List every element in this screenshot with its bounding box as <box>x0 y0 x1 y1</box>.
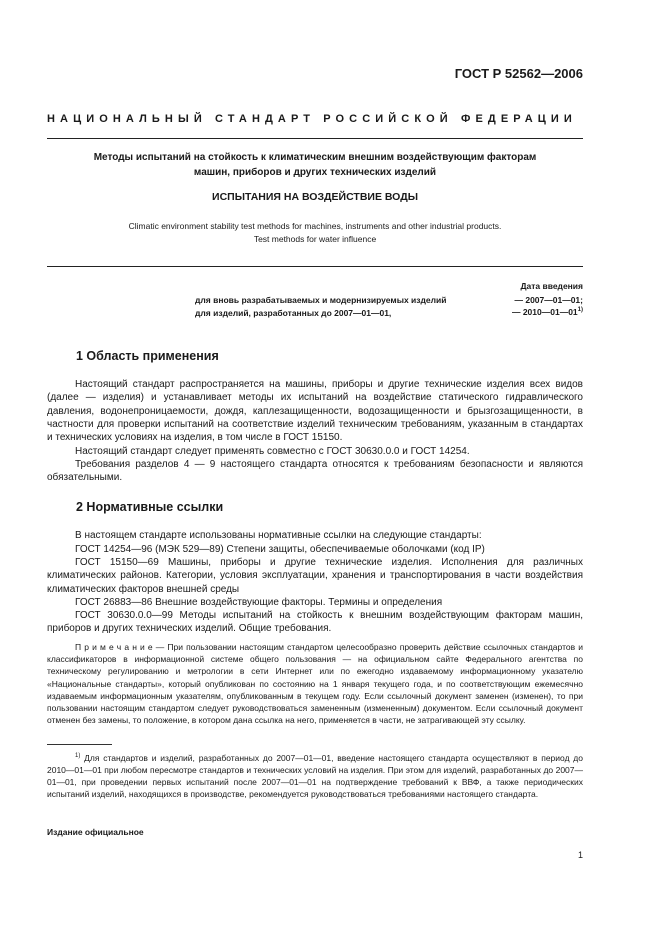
footnote-number: 1) <box>75 753 81 759</box>
standard-number: ГОСТ Р 52562—2006 <box>454 66 583 81</box>
section-1-paragraph-1: Настоящий стандарт распространяется на машины, приборы и другие технические изделия всех видов (далее — изделия) и устанавливает методы их испытаний на воздействие статического гидравлического давления, водонепроницаемости, дождя, каплезащищенности, водозащищенности и брызгозащищенности, в частности для проверки испытаний на соответствие изделий техническим требованиям, указанным в стандартах и технических условиях на изделия, в том числе в ГОСТ 15150. <box>47 379 583 444</box>
title-line-2: машин, приборов и других технических изделий <box>193 167 437 178</box>
introduction-date-heading: Дата введения <box>520 281 583 291</box>
footnote-text: Для стандартов и изделий, разработанных до 2007—01—01, введение настоящего стандарта осуществляют в период до 2010—01—01 при любом пересмотре стандартов и технических условий на изделия. При этом для изделий, разработанных до 2007—01—01, при проведении первых испытаний после 2007—01—01 на подтверждение требований к ВВФ, а также периодических испытаний изделий, находящихся в производстве, рекомендуется руководствоваться требованиями настоящего стандарта. <box>47 752 583 800</box>
page-number: 1 <box>577 850 583 860</box>
section-2-heading: 2 Нормативные ссылки <box>76 500 224 514</box>
intro-row-2-value <box>512 307 583 317</box>
intro-row-2-date: — 2010—01—01 <box>511 307 578 317</box>
section-2-reference-3: ГОСТ 26883—86 Внешние воздействующие факторы. Термины и определения <box>75 597 443 608</box>
note-text: — При пользовании настоящим стандартом целесообразно проверить действие ссылочных стандартов и классификаторов в информационной системе общего пользования — на официальном сайте Федерального агентства по техническому регулированию и метрологии в сети Интернет или по ежегодно издаваемому информационному указателю «Национальные стандарты», который опубликован по состоянию на 1 января текущего года, и по соответствующим ежемесячно издаваемым информационным указателям, опубликованным в текущем году. Если ссылочный документ заменен (изменен), то при пользовании настоящим стандартом следует руководствоваться замененным (измененным) документом. Если ссылочный документ отменен без замены, то положение, в котором дана ссылка на него, применяется в части, не затрагивающей эту ссылку. <box>47 642 583 726</box>
title-line-1: Методы испытаний на стойкость к климатическим внешним воздействующим факторам <box>93 152 537 163</box>
section-2-paragraph-1: В настоящем стандарте использованы нормативные ссылки на следующие стандарты: <box>75 530 482 541</box>
note-paragraph <box>47 641 583 726</box>
intro-row-2-label: для изделий, разработанных до 2007—01—01, <box>195 308 392 318</box>
section-2-reference-1: ГОСТ 14254—96 (МЭК 529—89) Степени защиты, обеспечиваемые оболочками (код IP) <box>75 544 485 555</box>
footnote-rule <box>47 744 112 745</box>
section-2-reference-2: ГОСТ 15150—69 Машины, приборы и другие технические изделия. Исполнения для различных климатических районов. Категории, условия эксплуатации, хранения и транспортирования в части воздействия климатических факторов внешней среды <box>47 557 583 595</box>
section-1-paragraph-3: Требования разделов 4 — 9 настоящего стандарта относятся к требованиям безопасности и являются обязательными. <box>47 459 583 484</box>
document-subtitle: ИСПЫТАНИЯ НА ВОЗДЕЙСТВИЕ ВОДЫ <box>212 191 418 203</box>
note-label: П р и м е ч а н и е <box>75 642 153 652</box>
section-1-paragraph-2: Настоящий стандарт следует применять совместно с ГОСТ 30630.0.0 и ГОСТ 14254. <box>75 446 470 457</box>
title-rule <box>47 266 583 267</box>
english-title <box>47 220 583 246</box>
english-title-line-2: Test methods for water influence <box>253 234 377 244</box>
section-1-heading: 1 Область применения <box>76 349 219 363</box>
footnote-marker: 1) <box>577 307 583 314</box>
footnote-paragraph <box>47 750 583 801</box>
intro-row-1-label: для вновь разрабатываемых и модернизируемых изделий <box>195 295 447 305</box>
header-rule <box>47 138 583 139</box>
introduction-date-block <box>195 295 583 323</box>
edition-label: Издание официальное <box>47 827 144 837</box>
intro-row-1-value: — 2007—01—01; <box>514 295 583 305</box>
english-title-line-1: Climatic environment stability test methods for machines, instruments and other industrial products. <box>128 221 502 231</box>
document-title <box>47 150 583 180</box>
national-standard-line: НАЦИОНАЛЬНЫЙ СТАНДАРТ РОССИЙСКОЙ ФЕДЕРАЦИИ <box>47 113 577 125</box>
section-2-reference-4: ГОСТ 30630.0.0—99 Методы испытаний на стойкость к внешним воздействующим факторам машин, приборов и других технических изделий. Общие требования. <box>47 610 583 635</box>
